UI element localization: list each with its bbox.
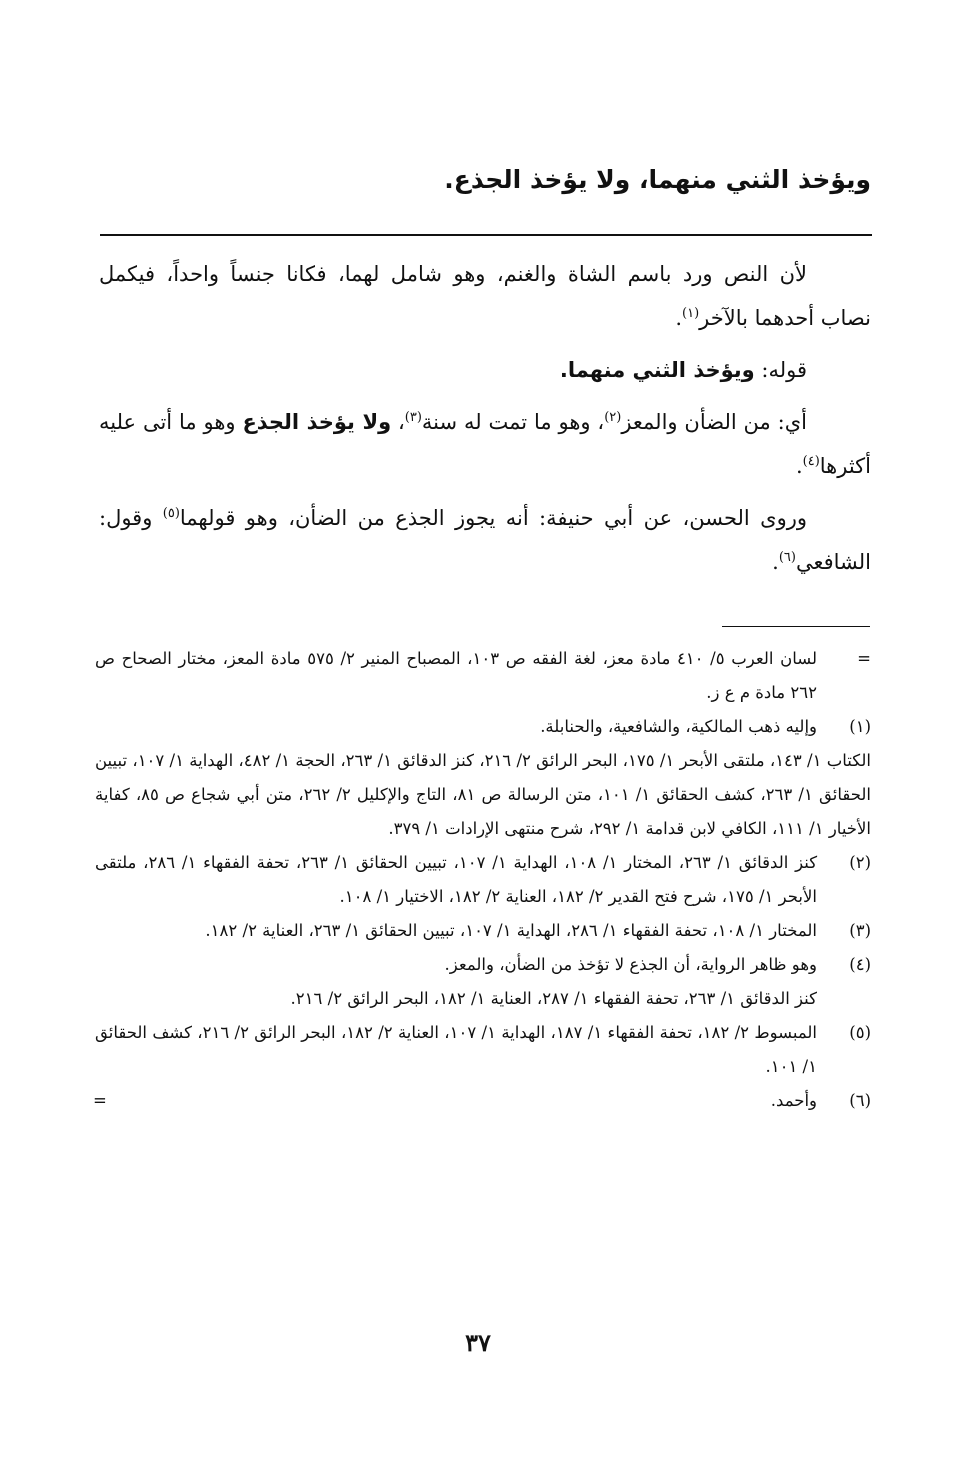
footnote-ref-6[interactable]: (٦) xyxy=(778,550,796,565)
continuation-marker: = xyxy=(93,1091,107,1110)
paragraph-3: أي: من الضأن والمعز$^{(٢)}$، وهو ما تمت له سنة$^{(٣)}$، ولا يؤخذ الجذع وهو ما أتى عليه أكثرها$^{(٤)}$. xyxy=(99,410,871,478)
footnote-1: (١) وإليه ذهب المالكية، والشافعية، والحنابلة. الكتاب ١/ ١٤٣، ملتقى الأبحر ١/ ١٧٥، البحر الرائق ٢/ ٢١٦، كنز الدقائق ١/ ٢٦٣، الحجة ١/ ٤٨٢، الهداية ١/ ١٠٧، تبيين الحقائق ١/ ٢٦٣، كشف الحقائق ١/ ١٠١، متن الرسالة ص ٨١، التاج والإكليل ٢/ ٢٦٢، متن أبي شجاع ص ٨٥، كفاية الأخيار ١/ ١١١، الكافي لابن قدامة ١/ ٢٩٢، شرح منتهى الإرادات ١/ ٣٧٩. xyxy=(95,710,871,846)
footnote-ref-1[interactable]: (١) xyxy=(682,306,700,321)
footnote-number: (٦) xyxy=(849,1091,871,1110)
footnote-number: (١) xyxy=(849,717,871,736)
paragraph-1: لأن النص ورد باسم الشاة والغنم، وهو شامل لهما، فكانا جنساً واحداً، فيكمل نصاب أحدهما بالآخر$^{(١)}$. xyxy=(99,262,871,330)
paragraph-4: وروى الحسن، عن أبي حنيفة: أنه يجوز الجذع من الضأن، وهو قولهما$^{(٥)}$ وقول: الشافعي$^{(٦)}$. xyxy=(99,506,871,574)
footnote-number: (٥) xyxy=(849,1023,871,1042)
footnote-continued: = لسان العرب ٥/ ٤١٠ مادة معز، لغة الفقه ص ١٠٣، المصباح المنير ٢/ ٥٧٥ مادة المعز، مختار الصحاح ص ٢٦٢ مادة م ع ز. xyxy=(95,642,871,710)
paragraph-2: قوله: ويؤخذ الثني منهما. xyxy=(559,358,807,382)
footnote-number: (٢) xyxy=(849,853,871,872)
footnote-3: (٣) المختار ١/ ١٠٨، تحفة الفقهاء ١/ ٢٨٦، الهداية ١/ ١٠٧، تبيين الحقائق ١/ ٢٦٣، العناية ٢/ ١٨٢. xyxy=(95,914,871,948)
footnote-6: (٦) وأحمد. = xyxy=(95,1084,871,1118)
footnote-4: (٤) وهو ظاهر الرواية، أن الجذع لا تؤخذ من الضأن، والمعز. كنز الدقائق ١/ ٢٦٣، تحفة الفقهاء ١/ ٢٨٧، العناية ١/ ١٨٢، البحر الرائق ٢/ ٢١٦. xyxy=(95,948,871,1016)
quoted-text: ولا يؤخذ الجذع xyxy=(242,410,392,434)
footnote-2: (٢) كنز الدقائق ١/ ٢٦٣، المختار ١/ ١٠٨، الهداية ١/ ١٠٧، تبيين الحقائق ١/ ٢٦٣، تحفة الفقهاء ١/ ٢٨٦، ملتقى الأبحر ١/ ١٧٥، شرح فتح القدير ٢/ ١٨٢، العناية ٢/ ١٨٢، الاختيار ١/ ١٠٨. xyxy=(95,846,871,914)
footnote-5: (٥) المبسوط ٢/ ١٨٢، تحفة الفقهاء ١/ ١٨٧، الهداية ١/ ١٠٧، العناية ٢/ ١٨٢، البحر الرائق ٢/ ٢١٦، كشف الحقائق ١/ ١٠١. xyxy=(95,1016,871,1084)
quoted-text: ويؤخذ الثني منهما. xyxy=(559,358,755,382)
footnote-ref-2[interactable]: (٢) xyxy=(604,410,622,425)
continuation-marker: = xyxy=(857,649,871,668)
footnote-ref-4[interactable]: (٤) xyxy=(802,454,820,469)
section-heading: ويؤخذ الثني منهما، ولا يؤخذ الجذع. xyxy=(444,165,871,194)
footnotes-section xyxy=(95,642,871,1118)
page-number: ٣٧ xyxy=(465,1328,491,1357)
footnote-number: (٤) xyxy=(849,955,871,974)
footnote-ref-3[interactable]: (٣) xyxy=(404,410,422,425)
footnote-divider xyxy=(722,626,870,627)
commentary-body xyxy=(99,252,871,592)
footnote-ref-5[interactable]: (٥) xyxy=(162,506,180,521)
heading-divider xyxy=(100,234,872,236)
footnote-number: (٣) xyxy=(849,921,871,940)
